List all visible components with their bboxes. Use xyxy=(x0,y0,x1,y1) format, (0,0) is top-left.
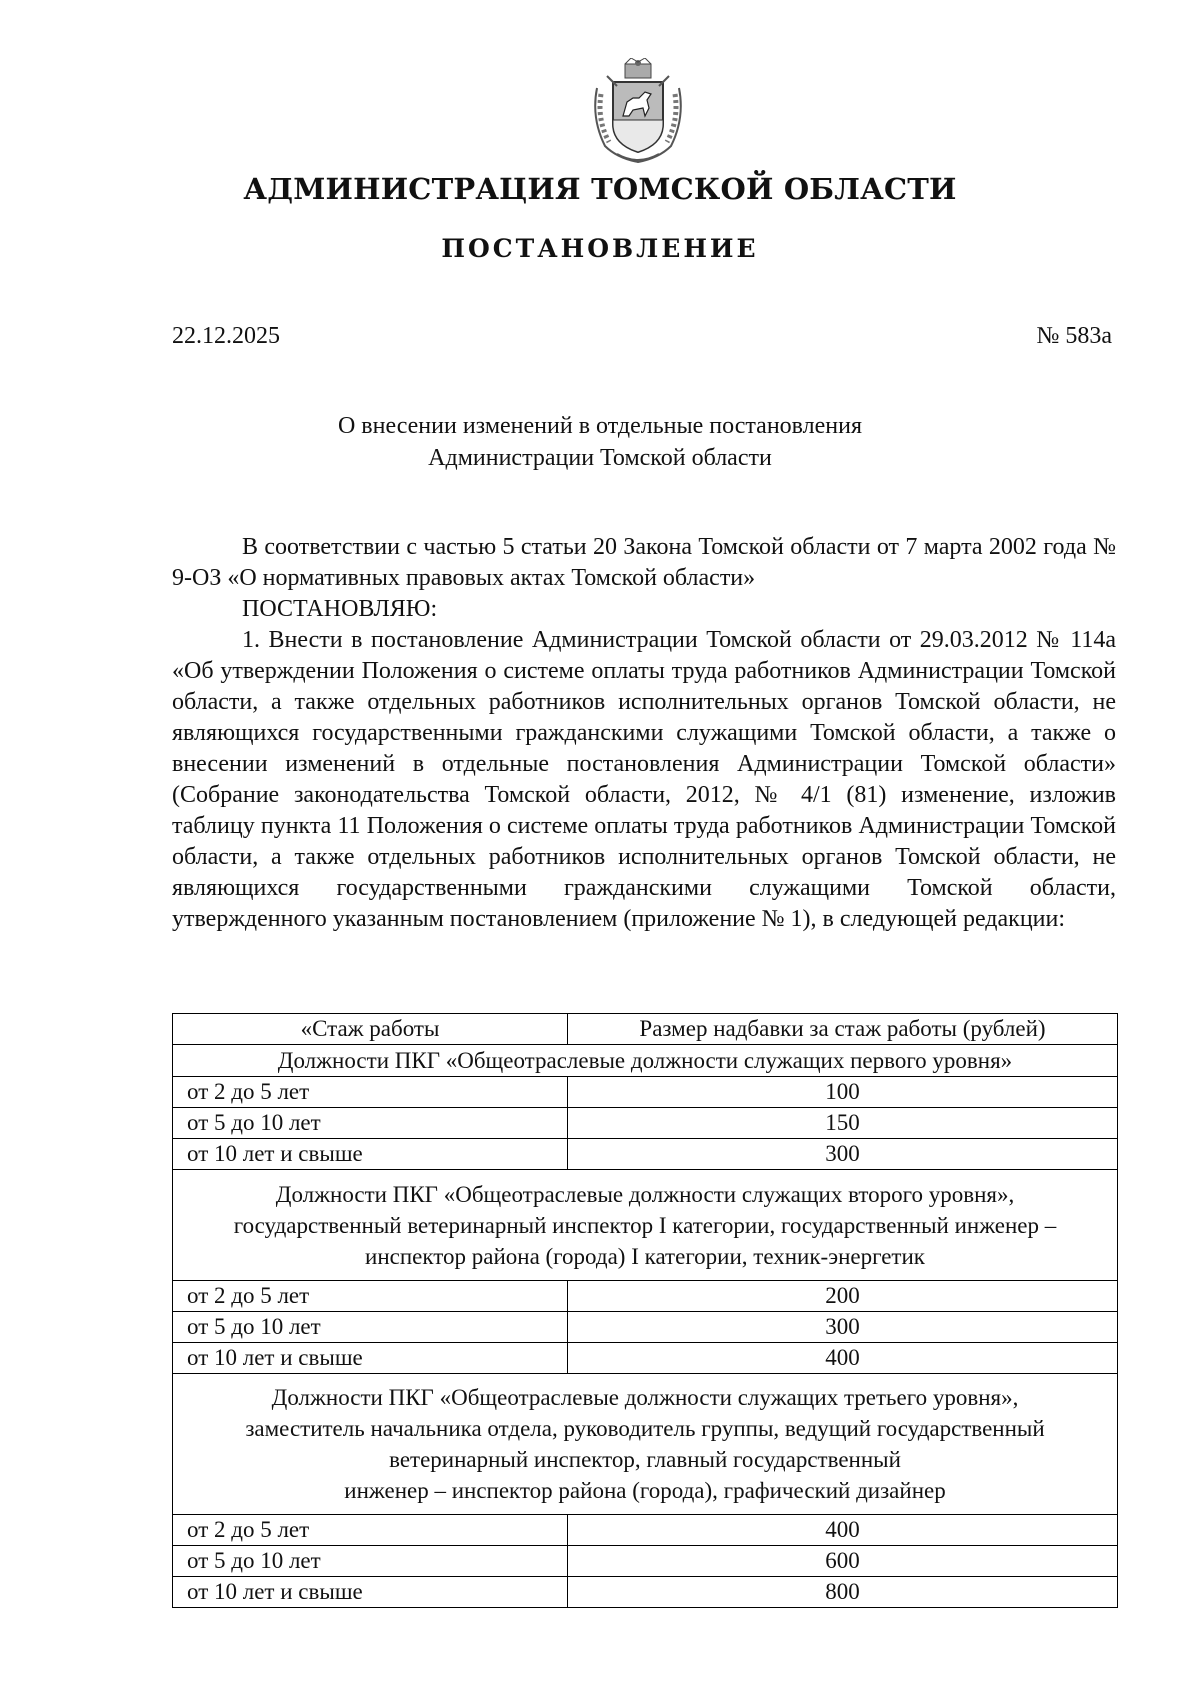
table-header-row xyxy=(173,1014,1118,1045)
amount-cell: 400 xyxy=(568,1343,1118,1374)
period-cell: от 2 до 5 лет xyxy=(173,1077,568,1108)
table-row xyxy=(173,1515,1118,1546)
seniority-bonus-table xyxy=(172,1013,1118,1608)
table-row xyxy=(173,1281,1118,1312)
organization-title: АДМИНИСТРАЦИЯ ТОМСКОЙ ОБЛАСТИ xyxy=(243,172,957,206)
col-header-experience: «Стаж работы xyxy=(173,1014,568,1045)
group-3-title xyxy=(173,1374,1118,1515)
decree-word: ПОСТАНОВЛЯЮ: xyxy=(242,596,438,622)
table-row xyxy=(173,1343,1118,1374)
amount-cell: 300 xyxy=(568,1139,1118,1170)
period-cell: от 5 до 10 лет xyxy=(173,1546,568,1577)
group-header-row xyxy=(173,1374,1118,1515)
amount-cell: 100 xyxy=(568,1077,1118,1108)
amount-cell: 200 xyxy=(568,1281,1118,1312)
document-subject xyxy=(0,410,1200,474)
period-cell: от 10 лет и свыше xyxy=(173,1577,568,1608)
amount-cell: 300 xyxy=(568,1312,1118,1343)
table-row xyxy=(173,1577,1118,1608)
amount-cell: 400 xyxy=(568,1515,1118,1546)
group-2-title xyxy=(173,1170,1118,1281)
document-body xyxy=(172,532,1116,935)
period-cell: от 2 до 5 лет xyxy=(173,1515,568,1546)
item-1-paragraph: 1. Внести в постановление Администрации Томской области от 29.03.2012 № 114а «Об утверждении Положения о системе оплаты труда работников Администрации Томской области, а также отдельных работников исполнительных органов Томской области, не являющихся государственными гражданскими служащими Томской области, а также о внесении изменений в отдельные постановления Администрации Томской области» (Собрание законодательства Томской области, 2012, № 4/1 (81) изменение, изложив таблицу пункта 11 Положения о системе оплаты труда работников Администрации Томской области, а также отдельных работников исполнительных органов Томской области, не являющихся государственными гражданскими служащими Томской области, утвержденного указанным постановлением (приложение № 1), в следующей редакции: xyxy=(172,627,1116,932)
table-row xyxy=(173,1077,1118,1108)
amount-cell: 800 xyxy=(568,1577,1118,1608)
group-2-title-line: государственный ветеринарный инспектор I категории, государственный инженер – xyxy=(233,1212,1057,1238)
period-cell: от 5 до 10 лет xyxy=(173,1108,568,1139)
document-date: 22.12.2025 xyxy=(172,323,280,349)
amount-cell: 600 xyxy=(568,1546,1118,1577)
group-3-title-line: ветеринарный инспектор, главный государственный xyxy=(389,1447,901,1472)
table-row xyxy=(173,1312,1118,1343)
coat-of-arms-emblem xyxy=(587,58,689,166)
period-cell: от 10 лет и свыше xyxy=(173,1139,568,1170)
table-row xyxy=(173,1108,1118,1139)
group-header-row xyxy=(173,1170,1118,1281)
document-type: ПОСТАНОВЛЕНИЕ xyxy=(441,234,759,263)
table-row xyxy=(173,1546,1118,1577)
document-number: № 583а xyxy=(1036,323,1112,349)
amount-cell: 150 xyxy=(568,1108,1118,1139)
subject-line-2: Администрации Томской области xyxy=(428,445,772,471)
intro-paragraph: В соответствии с частью 5 статьи 20 Закона Томской области от 7 марта 2002 года № 9-ОЗ «О нормативных правовых актах Томской области» xyxy=(172,534,1116,591)
group-2-title-line: инспектор района (города) I категории, техник-энергетик xyxy=(365,1243,925,1269)
period-cell: от 10 лет и свыше xyxy=(173,1343,568,1374)
group-3-title-line: заместитель начальника отдела, руководитель группы, ведущий государственный xyxy=(245,1416,1045,1441)
group-2-title-line: Должности ПКГ «Общеотраслевые должности служащих второго уровня», xyxy=(275,1181,1015,1207)
group-1-title: Должности ПКГ «Общеотраслевые должности служащих первого уровня» xyxy=(173,1045,1118,1077)
group-header-row xyxy=(173,1045,1118,1077)
table-row xyxy=(173,1139,1118,1170)
group-3-title-line: инженер – инспектор района (города), графический дизайнер xyxy=(344,1478,946,1503)
col-header-bonus: Размер надбавки за стаж работы (рублей) xyxy=(568,1014,1118,1045)
period-cell: от 2 до 5 лет xyxy=(173,1281,568,1312)
period-cell: от 5 до 10 лет xyxy=(173,1312,568,1343)
group-3-title-line: Должности ПКГ «Общеотраслевые должности служащих третьего уровня», xyxy=(271,1385,1019,1410)
subject-line-1: О внесении изменений в отдельные постановления xyxy=(337,413,863,439)
